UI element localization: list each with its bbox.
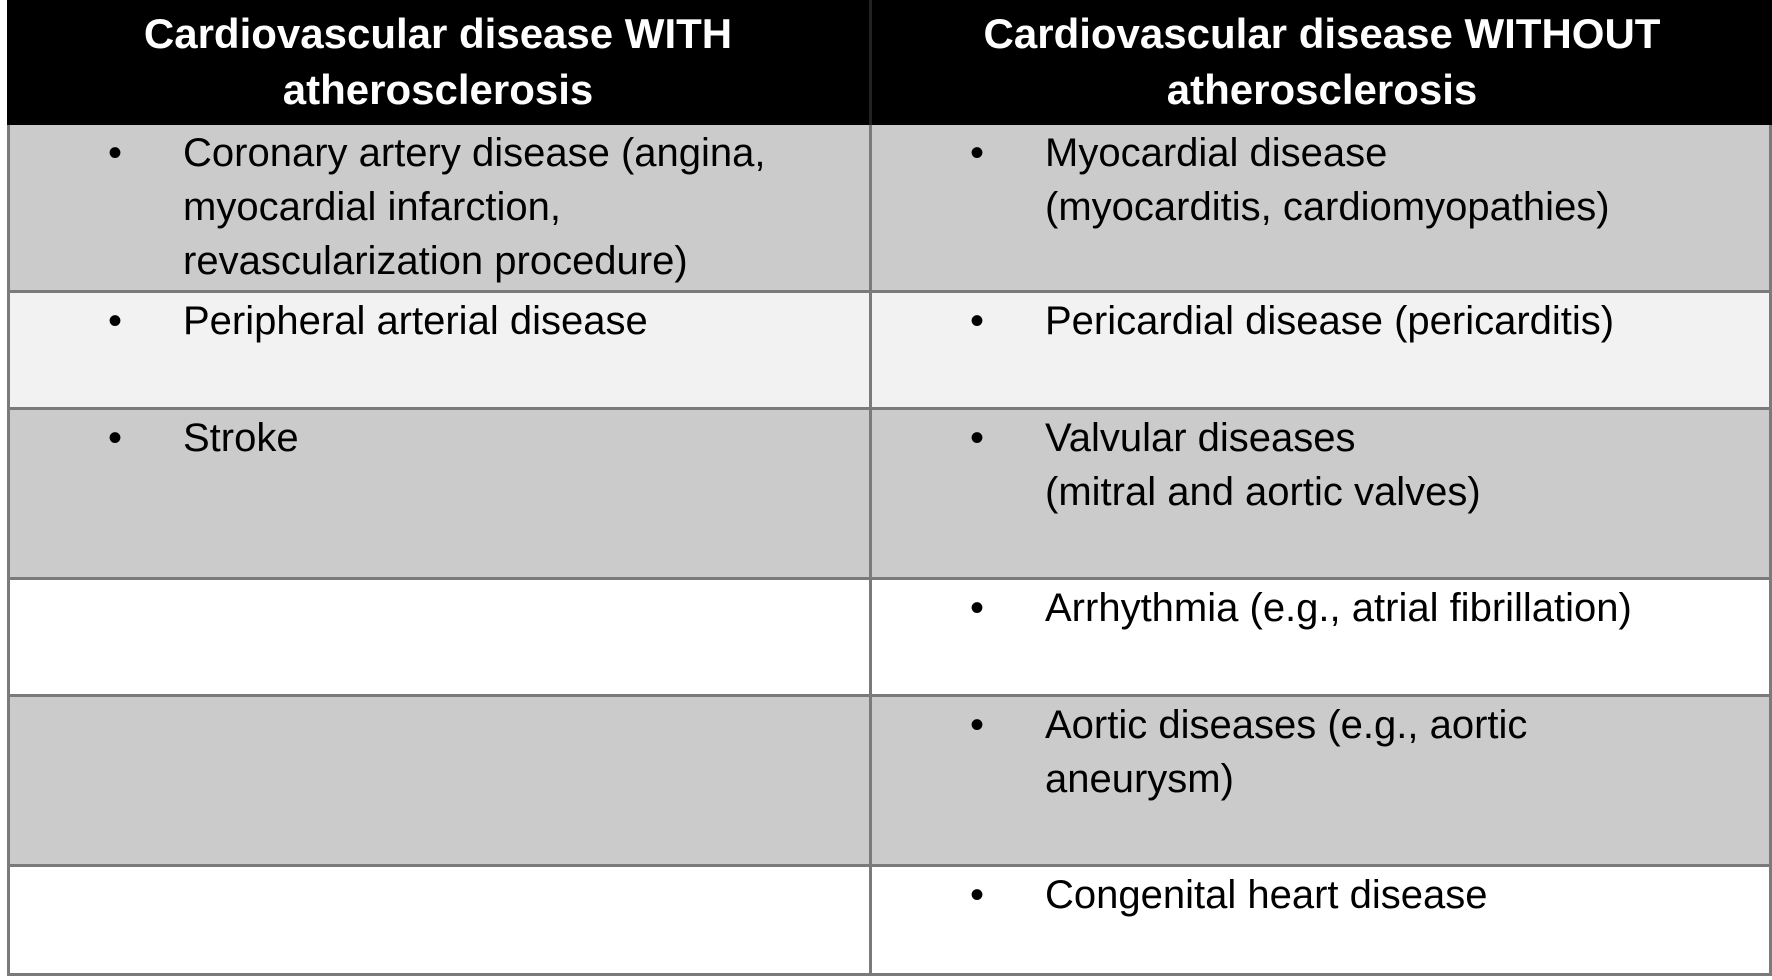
table-cell-right xyxy=(872,867,1772,973)
table-row xyxy=(7,577,1772,694)
bullet-icon: • xyxy=(970,299,985,343)
bullet-icon: • xyxy=(970,416,985,460)
table-cell-right xyxy=(872,410,1772,577)
bullet-icon: • xyxy=(970,586,985,630)
table-cell-left xyxy=(7,125,872,290)
header-without-atherosclerosis: Cardiovascular disease WITHOUT atherosclerosis xyxy=(983,10,1661,113)
table-row xyxy=(7,290,1772,407)
table-row xyxy=(7,407,1772,577)
cell-text: Coronary artery disease (angina, myocardial infarction, revascularization procedure) xyxy=(183,131,766,283)
cell-text: Aortic diseases (e.g., aortic aneurysm) xyxy=(1045,703,1528,801)
table-cell-right xyxy=(872,580,1772,694)
cell-text: Peripheral arterial disease xyxy=(183,299,648,343)
bullet-icon: • xyxy=(970,873,985,917)
disease-table xyxy=(7,0,1772,976)
bullet-icon: • xyxy=(108,416,123,460)
table-row xyxy=(7,694,1772,864)
table-cell-right xyxy=(872,293,1772,407)
cell-text: Arrhythmia (e.g., atrial fibrillation) xyxy=(1045,586,1632,630)
table-cell-left xyxy=(7,410,872,577)
cell-text: Stroke xyxy=(183,416,299,460)
cell-text: Pericardial disease (pericarditis) xyxy=(1045,299,1615,343)
table-header xyxy=(7,0,1772,125)
bullet-icon: • xyxy=(970,131,985,175)
cell-text: Congenital heart disease xyxy=(1045,873,1488,917)
table-row xyxy=(7,125,1772,290)
table-cell-left xyxy=(7,867,872,973)
bullet-icon: • xyxy=(108,131,123,175)
bullet-icon: • xyxy=(970,703,985,747)
cell-text: Myocardial disease (myocarditis, cardiomyopathies) xyxy=(1045,131,1610,229)
table-cell-left xyxy=(7,580,872,694)
table-cell-left xyxy=(7,697,872,864)
table-cell-right xyxy=(872,697,1772,864)
cell-text: Valvular diseases (mitral and aortic valves) xyxy=(1045,416,1481,514)
table-cell-left xyxy=(7,293,872,407)
bullet-icon: • xyxy=(108,299,123,343)
table-row xyxy=(7,864,1772,976)
table-cell-right xyxy=(872,125,1772,290)
header-with-atherosclerosis: Cardiovascular disease WITH atherosclerosis xyxy=(7,0,872,125)
